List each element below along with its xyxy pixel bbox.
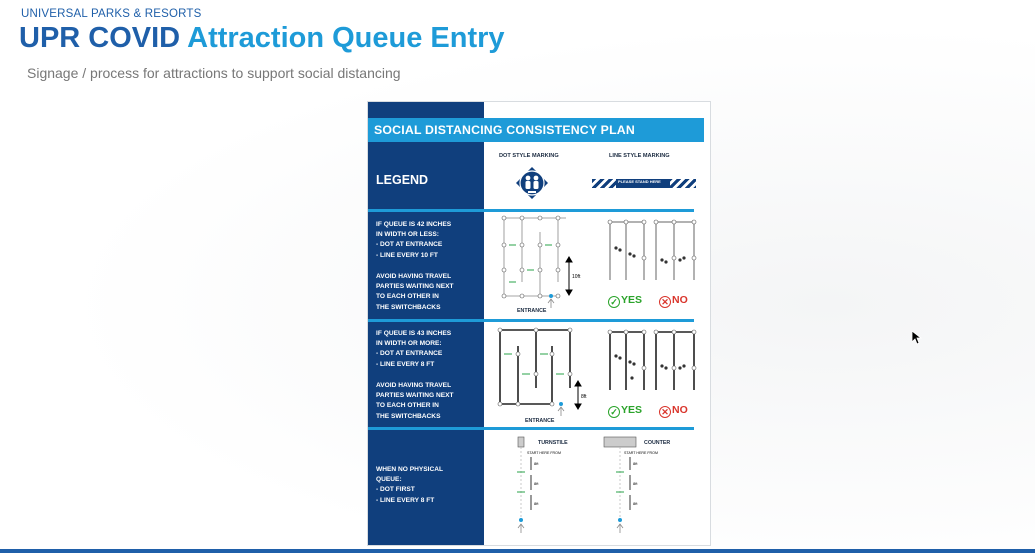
queue-diagram-line-narrow	[606, 218, 698, 288]
no-label: NO	[672, 294, 688, 306]
slide-title	[19, 22, 505, 55]
section2-rules	[376, 329, 482, 370]
rule-line: IF QUEUE IS 42 INCHES	[376, 221, 452, 228]
title-main: UPR COVID	[19, 22, 181, 54]
check-circle-icon: ✓	[608, 296, 620, 308]
queue-diagram-dot-narrow	[496, 212, 586, 312]
yes-indicator	[608, 404, 642, 418]
avoid-line: THE SWITCHBACKS	[376, 412, 441, 420]
no-label: NO	[672, 404, 688, 416]
counter-label: COUNTER	[644, 440, 671, 446]
queue-diagram-dot-wide	[494, 324, 590, 420]
section3-rules	[376, 465, 482, 506]
turnstile-diagram	[514, 435, 574, 541]
yes-indicator	[608, 294, 642, 308]
mouse-pointer-icon	[912, 331, 922, 345]
rule-line: IN WIDTH OR LESS:	[376, 231, 440, 239]
avoid-line: AVOID HAVING TRAVEL	[376, 273, 452, 280]
no-indicator	[659, 404, 688, 418]
no-indicator	[659, 294, 688, 308]
dimension-label: 8ft	[633, 501, 638, 506]
dimension-label: 8ft	[534, 461, 539, 466]
rule-line: - DOT AT ENTRANCE	[376, 241, 443, 249]
x-circle-icon: ✕	[659, 406, 671, 418]
yes-label: YES	[621, 404, 643, 416]
counter-diagram	[602, 435, 682, 541]
rule-line: WHEN NO PHYSICAL	[376, 466, 444, 473]
section2-avoid	[376, 381, 482, 422]
start-label: START HERE FROM	[527, 451, 561, 455]
slide-subtitle: Signage / process for attractions to support social distancing	[27, 65, 401, 81]
people-dot-icon	[515, 166, 549, 200]
line-style-sign	[592, 179, 696, 188]
dimension-label: 8ft	[633, 481, 638, 486]
rule-line: - LINE EVERY 8 FT	[376, 496, 435, 504]
dimension-label: 10ft	[572, 274, 581, 280]
x-circle-icon: ✕	[659, 296, 671, 308]
check-circle-icon: ✓	[608, 406, 620, 418]
line-style-heading: LINE STYLE MARKING	[609, 153, 670, 159]
rule-line: - LINE EVERY 10 FT	[376, 251, 438, 259]
bottom-rule	[0, 549, 1035, 553]
section-divider	[368, 427, 694, 430]
dot-style-heading: DOT STYLE MARKING	[499, 153, 559, 159]
avoid-line: THE SWITCHBACKS	[376, 303, 441, 311]
turnstile-label: TURNSTILE	[538, 440, 568, 446]
legend-label: LEGEND	[376, 173, 429, 187]
yes-label: YES	[621, 294, 643, 306]
avoid-line: TO EACH OTHER IN	[376, 402, 439, 410]
rule-line: QUEUE:	[376, 476, 402, 484]
rule-line: - DOT AT ENTRANCE	[376, 350, 443, 358]
rule-line: - DOT FIRST	[376, 486, 415, 494]
dimension-label: 8ft	[633, 461, 638, 466]
avoid-line: PARTIES WAITING NEXT	[376, 392, 454, 400]
avoid-line: TO EACH OTHER IN	[376, 293, 439, 301]
rule-line: IN WIDTH OR MORE:	[376, 340, 442, 348]
section-divider	[368, 319, 694, 322]
dimension-label: 8ft	[581, 394, 587, 400]
sign-text: PLEASE STAND HERE	[618, 179, 661, 184]
avoid-line: PARTIES WAITING NEXT	[376, 283, 454, 291]
dimension-label: 8ft	[534, 481, 539, 486]
rule-line: IF QUEUE IS 43 INCHES	[376, 330, 452, 337]
slide-kicker: UNIVERSAL PARKS & RESORTS	[21, 8, 202, 20]
social-distancing-poster	[367, 101, 711, 546]
poster-banner: SOCIAL DISTANCING CONSISTENCY PLAN	[368, 118, 704, 142]
section1-rules	[376, 220, 482, 261]
title-accent: Attraction Queue Entry	[187, 22, 505, 54]
avoid-line: AVOID HAVING TRAVEL	[376, 382, 452, 389]
entrance-label: ENTRANCE	[517, 308, 547, 314]
queue-diagram-line-wide	[606, 328, 698, 398]
entrance-label: ENTRANCE	[525, 418, 555, 424]
start-label: START HERE FROM	[624, 451, 658, 455]
rule-line: - LINE EVERY 8 FT	[376, 360, 435, 368]
section1-avoid	[376, 272, 482, 313]
dimension-label: 8ft	[534, 501, 539, 506]
